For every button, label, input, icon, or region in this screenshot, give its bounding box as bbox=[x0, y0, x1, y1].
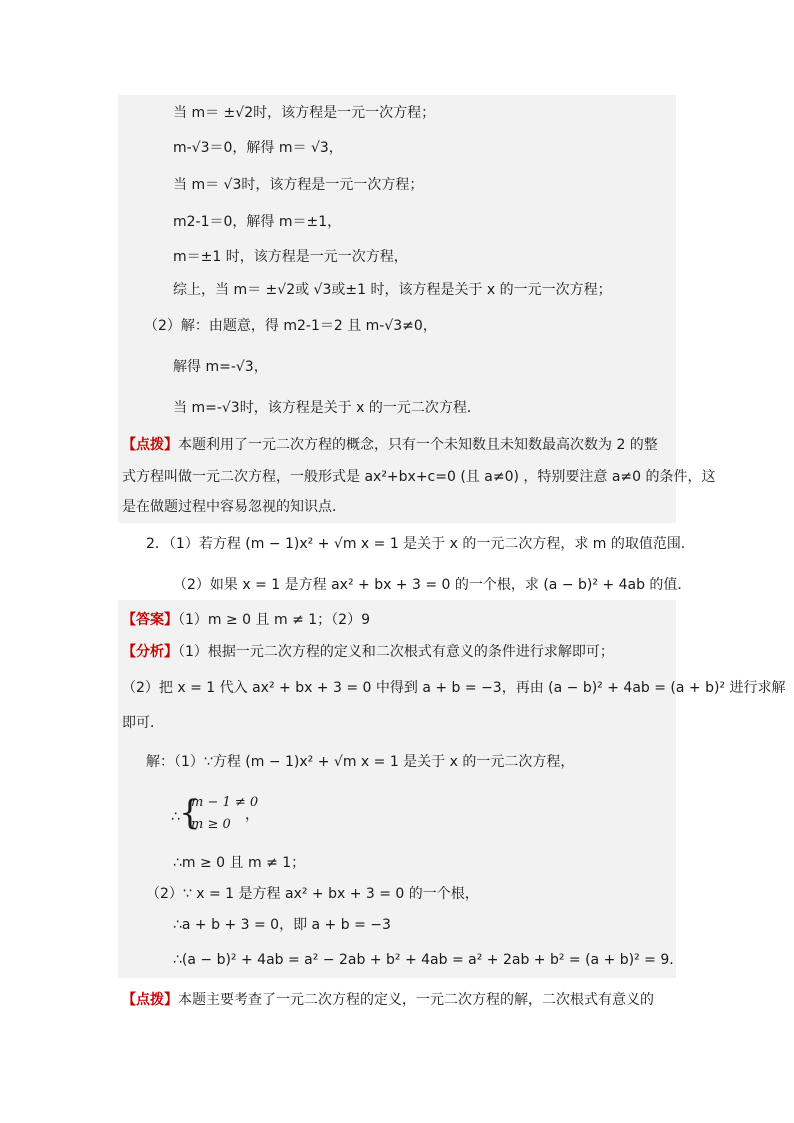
answer-line bbox=[122, 610, 370, 630]
text-line: ∴(a − b)² + 4ab = a² − 2ab + b² + 4ab = a² + 2ab + b² = (a + b)² = 9． bbox=[173, 952, 684, 968]
system-comma: ， bbox=[245, 807, 259, 823]
text-line: m-√3＝0，解得 m＝ √3， bbox=[173, 140, 343, 156]
text-line: （2）把 x = 1 代入 ax² + bx + 3 = 0 中得到 a + b = −3，再由 (a − b)² + 4ab = (a + b)² 进行求解 bbox=[122, 680, 786, 696]
text-line: 解得 m=-√3， bbox=[173, 359, 268, 375]
answer-tag: 【答案】 bbox=[122, 612, 178, 628]
analysis-tag: 【分析】 bbox=[122, 644, 178, 660]
text-line: m2-1＝0，解得 m＝±1， bbox=[173, 214, 342, 230]
system-line-2: m ≥ 0 bbox=[191, 817, 231, 832]
equation-system bbox=[173, 793, 293, 837]
question-2-part-2: （2）如果 x = 1 是方程 ax² + bx + 3 = 0 的一个根，求 (a − b)² + 4ab 的值． bbox=[173, 577, 692, 593]
system-line-1: m − 1 ≠ 0 bbox=[191, 795, 259, 810]
text-line: （2）∵ x = 1 是方程 ax² + bx + 3 = 0 的一个根， bbox=[146, 886, 479, 902]
text-line: 当 m＝ ±√2时，该方程是一元一次方程； bbox=[173, 105, 436, 121]
text-line: 即可． bbox=[122, 715, 164, 731]
text-line: （2）解：由题意，得 m2-1＝2 且 m-√3≠0， bbox=[144, 318, 437, 334]
text-line: 式方程叫做一元二次方程，一般形式是 ax²+bx+c=0 (且 a≠0) ，特别要注意 a≠0 的条件，这 bbox=[122, 469, 716, 485]
question-2-part-1: 2．（1）若方程 (m − 1)x² + √m x = 1 是关于 x 的一元二次方程，求 m 的取值范围． bbox=[146, 536, 695, 552]
analysis-line-1 bbox=[122, 642, 614, 662]
solution-block-1 bbox=[118, 95, 676, 523]
tip-line-2 bbox=[122, 990, 654, 1010]
text-line: 是在做题过程中容易忽视的知识点． bbox=[122, 499, 346, 515]
tip-text: 本题利用了一元二次方程的概念，只有一个未知数且未知数最高次数为 2 的整 bbox=[178, 437, 658, 453]
text-line: 解：（1）∵方程 (m − 1)x² + √m x = 1 是关于 x 的一元二次方程， bbox=[146, 754, 575, 770]
tip-tag: 【点拨】 bbox=[122, 992, 178, 1008]
analysis-text: （1）根据一元二次方程的定义和二次根式有意义的条件进行求解即可； bbox=[178, 644, 614, 660]
text-line: 当 m=-√3时，该方程是关于 x 的一元二次方程． bbox=[173, 400, 481, 416]
text-line: ∴a + b + 3 = 0，即 a + b = −3 bbox=[173, 917, 391, 933]
brace-icon: { bbox=[179, 793, 201, 833]
tip-line-1 bbox=[122, 435, 658, 455]
text-line: m＝±1 时，该方程是一元一次方程， bbox=[173, 249, 408, 265]
answer-text: （1）m ≥ 0 且 m ≠ 1；（2）9 bbox=[178, 612, 370, 628]
tip-text: 本题主要考查了一元二次方程的定义，一元二次方程的解，二次根式有意义的 bbox=[178, 992, 654, 1008]
tip-tag: 【点拨】 bbox=[122, 437, 178, 453]
text-line: 综上，当 m＝ ±√2或 √3或±1 时，该方程是关于 x 的一元一次方程； bbox=[173, 282, 612, 298]
therefore-sign: ∴ bbox=[171, 809, 180, 825]
text-line: 当 m＝ √3时，该方程是一元一次方程； bbox=[173, 177, 424, 193]
text-line: ∴m ≥ 0 且 m ≠ 1； bbox=[173, 855, 306, 871]
